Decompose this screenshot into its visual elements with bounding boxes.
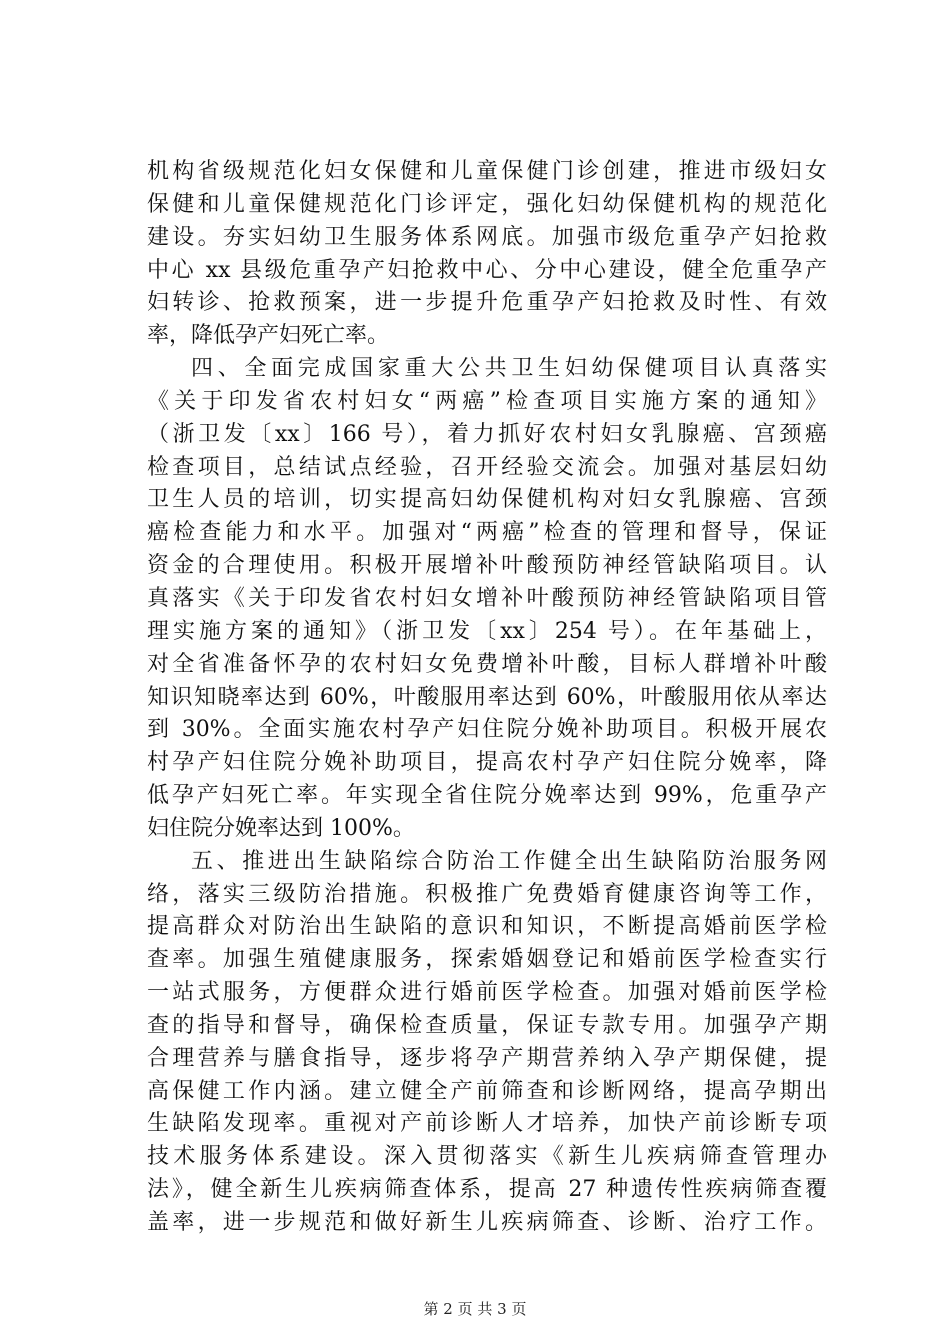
text-line: 卫生人员的培训，切实提高妇幼保健机构对妇女乳腺癌、宫颈: [147, 487, 827, 513]
text-line: 生缺陷发现率。重视对产前诊断人才培养，加快产前诊断专项: [147, 1111, 827, 1137]
text-line: 技术服务体系建设。深入贯彻落实《新生儿疾病筛查管理办: [147, 1144, 827, 1170]
section-heading-line: 五、推进出生缺陷综合防治工作健全出生缺陷防治服务网: [191, 848, 827, 874]
text-line: 法》，健全新生儿疾病筛查体系，提高 27 种遗传性疾病筛查覆: [147, 1177, 827, 1203]
text-line: 妇住院分娩率达到 100%。: [147, 815, 415, 841]
page-number-footer: 第 2 页 共 3 页: [423, 1300, 527, 1318]
text-line: 查率。加强生殖健康服务，探索婚姻登记和婚前医学检查实行: [147, 947, 827, 973]
text-line: 保健和儿童保健规范化门诊评定，强化妇幼保健机构的规范化: [147, 191, 827, 217]
text-line: 机构省级规范化妇女保健和儿童保健门诊创建，推进市级妇女: [147, 159, 827, 184]
text-line: 建设。夯实妇幼卫生服务体系网底。加强市级危重孕产妇抢救: [147, 224, 827, 250]
text-line: 低孕产妇死亡率。年实现全省住院分娩率达到 99%，危重孕产: [147, 783, 827, 809]
text-line: 一站式服务，方便群众进行婚前医学检查。加强对婚前医学检: [147, 980, 827, 1006]
text-line: 中心 xx 县级危重孕产妇抢救中心、分中心建设，健全危重孕产: [147, 257, 827, 283]
text-line: 《关于印发省农村妇女“两癌”检查项目实施方案的通知》: [147, 388, 827, 414]
text-line: 盖率，进一步规范和做好新生儿疾病筛查、诊断、治疗工作。: [147, 1210, 827, 1235]
text-line: 提高群众对防治出生缺陷的意识和知识，不断提高婚前医学检: [147, 914, 827, 940]
text-line: 真落实《关于印发省农村妇女增补叶酸预防神经管缺陷项目管: [147, 585, 827, 611]
text-line: 对全省准备怀孕的农村妇女免费增补叶酸，目标人群增补叶酸: [147, 651, 827, 677]
text-line: 率，降低孕产妇死亡率。: [147, 323, 390, 349]
text-line: 知识知晓率达到 60%，叶酸服用率达到 60%，叶酸服用依从率达: [147, 684, 827, 710]
text-line: 高保健工作内涵。建立健全产前筛查和诊断网络，提高孕期出: [147, 1078, 827, 1104]
text-line: 妇转诊、抢救预案，进一步提升危重孕产妇抢救及时性、有效: [147, 290, 827, 316]
body-text: [147, 156, 827, 1240]
text-line: 合理营养与膳食指导，逐步将孕产期营养纳入孕产期保健，提: [147, 1045, 827, 1071]
text-line: 癌检查能力和水平。加强对“两癌”检查的管理和督导，保证: [147, 520, 827, 546]
text-line: 到 30%。全面实施农村孕产妇住院分娩补助项目。积极开展农: [147, 717, 827, 743]
text-line: 络，落实三级防治措施。积极推广免费婚育健康咨询等工作，: [147, 881, 827, 907]
section-heading-line: 四、全面完成国家重大公共卫生妇幼保健项目认真落实: [191, 356, 827, 382]
text-line: 资金的合理使用。积极开展增补叶酸预防神经管缺陷项目。认: [147, 553, 827, 579]
text-line: 查的指导和督导，确保检查质量，保证专款专用。加强孕产期: [147, 1012, 827, 1038]
text-line: （浙卫发〔xx〕166 号），着力抓好农村妇女乳腺癌、宫颈癌: [147, 421, 827, 447]
text-line: 检查项目，总结试点经验，召开经验交流会。加强对基层妇幼: [147, 454, 827, 480]
text-line: 理实施方案的通知》（浙卫发〔xx〕254 号）。在年基础上，: [147, 618, 827, 644]
text-line: 村孕产妇住院分娩补助项目，提高农村孕产妇住院分娩率，降: [147, 750, 827, 776]
